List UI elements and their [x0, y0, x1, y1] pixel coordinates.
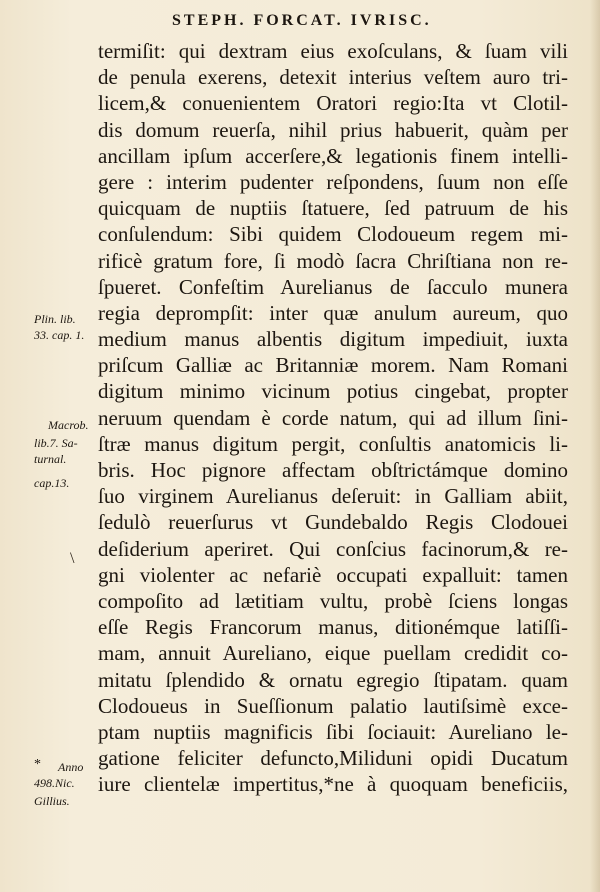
body-line: compoſito ad lætitiam vultu, probè ſciens longas	[98, 588, 568, 613]
body-line: ancillam ipſum accerſere,& legationis finem intelli-	[98, 143, 568, 168]
body-text	[98, 38, 568, 797]
page-edge-shadow	[590, 0, 600, 892]
body-line: ſedulò reuerſurus vt Gundebaldo Regis Clodouei	[98, 510, 568, 535]
margin-note-macrob-1: Macrob.	[48, 418, 89, 432]
body-line: regia deprompſit: inter quæ anulum aureum, quo	[98, 300, 568, 325]
body-line: iure clientelæ impertitus,*ne à quoquam beneficiis,	[98, 772, 568, 797]
body-line: dis domum reuerſa, nihil prius habuerit, quàm per	[98, 117, 568, 142]
body-line: mitatu ſplendido & ornatu egregio ſtipatam. quam	[98, 667, 568, 692]
body-line: ptam nuptiis magnificis ſibi ſociauit: Aureliano le-	[98, 719, 568, 744]
margin-note-plin-1: Plin. lib.	[34, 312, 76, 326]
body-line: bris. Hoc pignore affectam obſtrictámque domino	[98, 458, 568, 482]
body-line: ſuo virginem Aurelianus deſeruit: in Galliam abiit,	[98, 484, 568, 509]
body-line: rificè gratum fore, ſi modò ſacra Chriſtiana non re-	[98, 248, 568, 273]
body-line: ſpueret. Confeſtim Aurelianus de ſacculo munera	[98, 274, 568, 299]
margin-note-macrob-3: turnal.	[34, 452, 67, 466]
body-line: priſcum Galliæ ac Britanniæ morem. Nam Romani	[98, 353, 568, 378]
body-line: gni violenter ac nefariè occupati expalluit: tamen	[98, 562, 568, 587]
margin-notes	[0, 0, 98, 892]
body-line: gatione feliciter defunctо,Miliduni opidi Ducatum	[98, 746, 568, 771]
body-line: deſiderium aperiret. Qui conſcius facinorum,& re-	[98, 536, 568, 561]
margin-note-macrob-4: cap.13.	[34, 476, 70, 490]
body-line: conſulendum: Sibi quidem Clodoueum regem mi-	[98, 222, 568, 247]
running-head: STEPH. FORCAT. IVRISC.	[172, 12, 432, 29]
body-line: licem,& conuenientem Oratori regio:Ita vt Clotil-	[98, 91, 568, 116]
body-line: de penula exerens, detexit interius veſtem auro tri-	[98, 65, 568, 90]
body-line: gere : interim pudenter reſpondens, ſuum non eſſe	[98, 169, 568, 194]
body-line: eſſe Regis Francorum manus, ditionémque latiſſi-	[98, 615, 568, 640]
body-line: medium manus albentis digitum impediuit, iuxta	[98, 327, 568, 352]
margin-note-plin-2: 33. cap. 1.	[34, 328, 85, 342]
body-line: quicquam de nuptiis ſtatuere, ſed patruum de his	[98, 196, 568, 221]
margin-note-star: *	[34, 757, 41, 772]
body-line: termiſit: qui dextram eius exoſculans, & ſuam vili	[98, 39, 568, 63]
body-line: digitum minimo vicinum potius cingebat, propter	[98, 379, 568, 404]
margin-check-mark: \	[70, 550, 75, 567]
margin-note-anno-2: 498.Nic.	[34, 776, 75, 790]
margin-note-anno-3: Gillius.	[34, 794, 70, 808]
body-line: ſtræ manus digitum pergit, conſultis anatomicis li-	[98, 431, 568, 456]
margin-note-macrob-2: lib.7. Sa-	[34, 436, 78, 450]
body-line: mam, annuit Aureliano, eique puellam credidit co-	[98, 641, 568, 666]
margin-note-anno-1: Anno	[58, 760, 84, 774]
body-line: Clodoueus in Sueſſionum palatio lautiſsimè exce-	[98, 693, 568, 718]
body-line: neruum quendam è corde natum, qui ad illum ſini-	[98, 405, 568, 430]
